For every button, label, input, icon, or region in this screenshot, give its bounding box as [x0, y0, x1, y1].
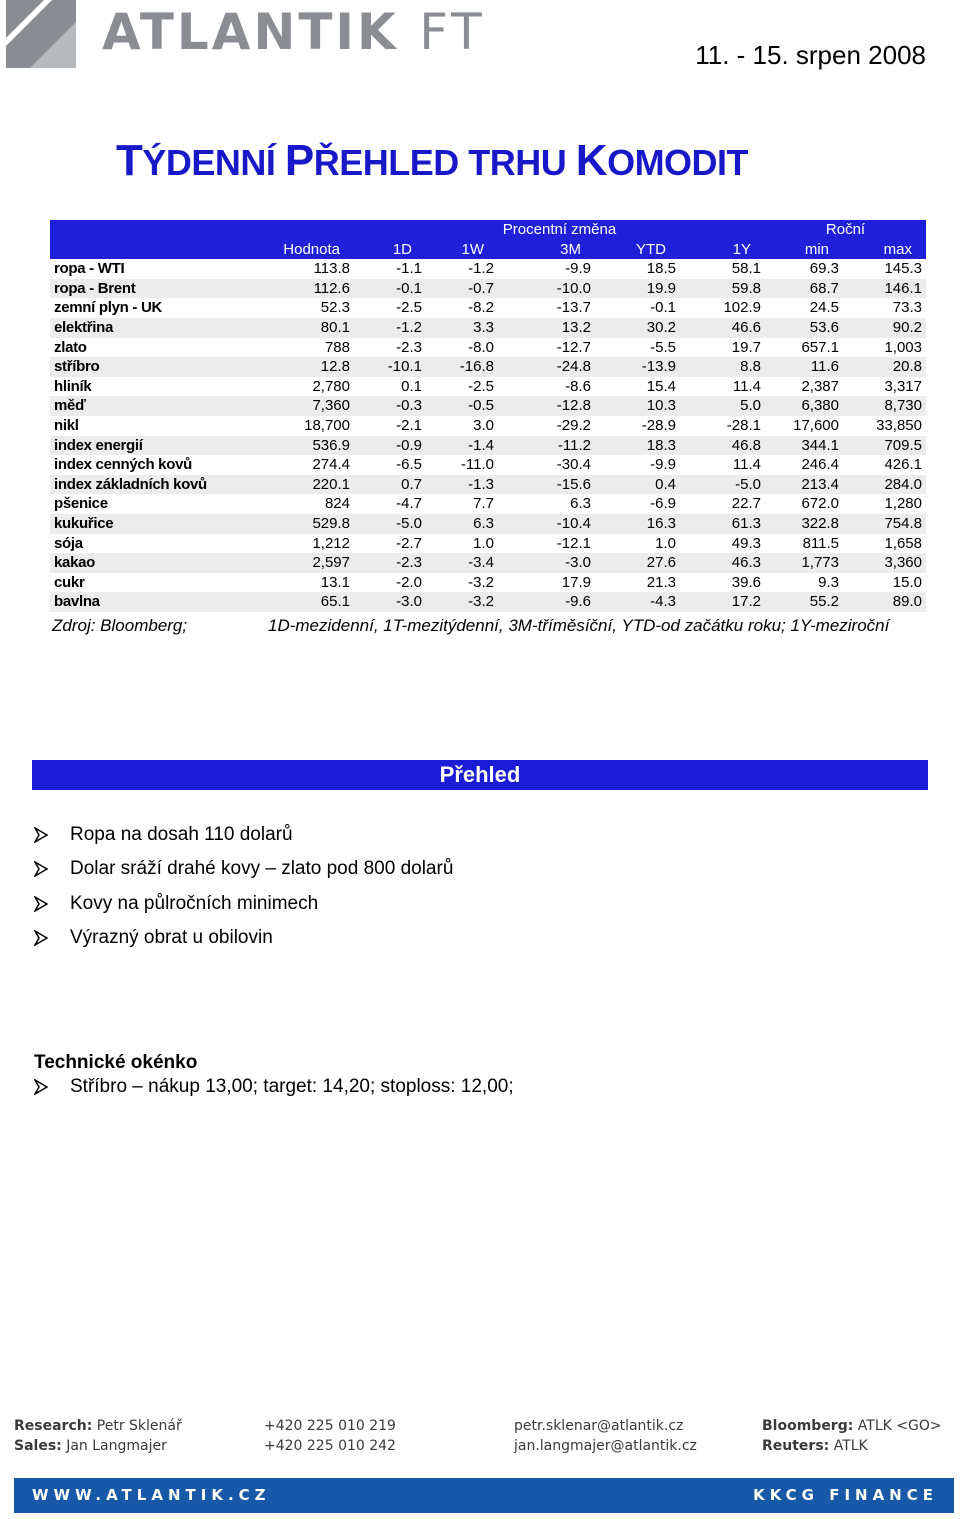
commodity-name: zemní plyn - UK: [54, 299, 163, 317]
arrow-bullet-icon: [34, 930, 48, 946]
commodity-name: bavlna: [50, 592, 207, 612]
cell-ytd: 0.4: [595, 475, 680, 495]
cell-1d: -2.3: [396, 338, 422, 356]
cell-min: 811.5: [802, 534, 839, 552]
cell-1w: -16.8: [426, 357, 498, 377]
cell-hodnota: 7,360: [207, 396, 354, 416]
cell-1w: 1.0: [473, 534, 494, 552]
commodity-name: index základních kovů: [50, 475, 207, 495]
cell-1d: -4.7: [396, 495, 422, 513]
cell-max: 145.3: [884, 260, 922, 278]
cell-1y: 8.8: [680, 357, 765, 377]
cell-1d: -6.5: [396, 456, 422, 474]
cell-3m: -8.6: [565, 377, 591, 395]
col-header-min: min: [765, 240, 843, 260]
cell-max: 73.3: [892, 299, 922, 317]
cell-hodnota: 113.8: [313, 260, 350, 278]
arrow-bullet-icon: [34, 861, 48, 877]
table-row: [50, 338, 926, 358]
cell-max: 426.1: [884, 456, 922, 474]
sales-email-link[interactable]: jan.langmajer@atlantik.cz: [514, 1438, 697, 1454]
commodity-name: nikl: [54, 416, 79, 434]
table-row: [50, 553, 926, 573]
table-row: [50, 592, 926, 612]
cell-3m: 13.2: [498, 318, 595, 338]
cell-ytd: 21.3: [646, 573, 676, 591]
cell-hodnota: 2,597: [207, 553, 354, 573]
cell-ytd: -13.9: [595, 357, 680, 377]
table-row: [50, 436, 926, 456]
cell-max: 1,658: [884, 534, 922, 552]
research-phone: +420 225 010 219: [264, 1418, 396, 1434]
table-header-row: [50, 240, 926, 260]
cell-1y: 102.9: [723, 299, 761, 317]
cell-1y: 39.6: [731, 573, 761, 591]
logo-wordmark: ATLANTIK FT: [102, 3, 486, 61]
cell-1w: -8.2: [468, 299, 494, 317]
col-header-hodnota: Hodnota: [207, 240, 354, 260]
cell-1d: 0.7: [354, 475, 426, 495]
cell-3m: -30.4: [556, 456, 591, 474]
cell-3m: -10.4: [498, 514, 595, 534]
cell-hodnota: 12.8: [207, 357, 354, 377]
cell-1w: -3.2: [468, 573, 494, 591]
research-email-link[interactable]: petr.sklenar@atlantik.cz: [514, 1418, 684, 1434]
cell-1y: 46.3: [680, 553, 765, 573]
cell-1y: 17.2: [680, 592, 765, 612]
arrow-bullet-icon: [34, 896, 48, 912]
cell-ytd: -28.9: [641, 416, 676, 434]
cell-1d: -1.1: [396, 260, 422, 278]
col-header-ytd: YTD: [595, 240, 680, 260]
cell-hodnota: 65.1: [207, 592, 354, 612]
cell-3m: -24.8: [498, 357, 595, 377]
cell-3m: 6.3: [570, 495, 591, 513]
page-title: TÝDENNÍ PŘEHLED TRHU KOMODIT: [116, 136, 749, 185]
cell-min: 9.3: [818, 573, 839, 591]
commodity-name: stříbro: [50, 357, 207, 377]
col-header-1d: 1D: [354, 240, 426, 260]
overview-header-bar: [32, 760, 928, 790]
cell-max: 1,280: [884, 495, 922, 513]
cell-1w: -1.4: [426, 436, 498, 456]
commodity-name: elektřina: [50, 318, 207, 338]
col-header-max: max: [843, 240, 926, 260]
table-row: [50, 514, 926, 534]
cell-3m: -15.6: [498, 475, 595, 495]
cell-1y: 61.3: [680, 514, 765, 534]
commodity-name: index cenných kovů: [54, 456, 192, 474]
cell-1d: -2.1: [396, 416, 422, 434]
cell-max: 146.1: [843, 279, 926, 299]
cell-max: 284.0: [843, 475, 926, 495]
cell-1y: 49.3: [731, 534, 761, 552]
cell-max: 754.8: [843, 514, 926, 534]
col-header-1w: 1W: [426, 240, 498, 260]
cell-min: 1,773: [765, 553, 843, 573]
cell-max: 8,730: [843, 396, 926, 416]
cell-1w: 7.7: [473, 495, 494, 513]
header-annual: Roční: [765, 220, 926, 240]
website-link[interactable]: WWW.ATLANTIK.CZ: [32, 1486, 271, 1504]
table-row: [50, 494, 926, 514]
cell-hodnota: 220.1: [207, 475, 354, 495]
cell-min: 11.6: [765, 357, 843, 377]
cell-3m: -12.1: [556, 534, 591, 552]
cell-1d: -0.1: [354, 279, 426, 299]
cell-1w: 6.3: [426, 514, 498, 534]
cell-max: 3,317: [884, 377, 922, 395]
cell-min: 68.7: [765, 279, 843, 299]
cell-min: 246.4: [801, 456, 839, 474]
table-row: [50, 298, 926, 318]
commodity-name: ropa - Brent: [50, 279, 207, 299]
commodity-name: hliník: [54, 377, 92, 395]
table-row: [50, 279, 926, 299]
bullet-text: Dolar sráží drahé kovy – zlato pod 800 dolarů: [70, 858, 454, 880]
cell-max: 90.2: [843, 318, 926, 338]
cell-hodnota: 536.9: [207, 436, 354, 456]
header-percent-change: Procentní změna: [354, 220, 765, 240]
cell-ytd: -9.9: [650, 456, 676, 474]
cell-hodnota: 13.1: [320, 573, 350, 591]
cell-min: 2,387: [801, 377, 839, 395]
commodity-name: index energií: [50, 436, 207, 456]
cell-1d: -2.7: [396, 534, 422, 552]
cell-1w: 3.0: [473, 416, 494, 434]
cell-3m: -3.0: [498, 553, 595, 573]
table-footnote: [52, 616, 928, 636]
footer-bar: [14, 1478, 954, 1513]
cell-1y: 11.4: [732, 456, 761, 474]
sales-contact: Sales: Jan Langmajer: [14, 1438, 167, 1454]
cell-max: 20.8: [843, 357, 926, 377]
brand-name: KKCG FINANCE: [753, 1486, 938, 1504]
commodity-name: měď: [50, 396, 207, 416]
commodity-name: zlato: [54, 338, 87, 356]
commodity-name: pšenice: [54, 495, 108, 513]
cell-1y: -28.1: [726, 416, 761, 434]
table-row: [50, 534, 926, 554]
cell-max: 3,360: [843, 553, 926, 573]
cell-1d: -2.0: [396, 573, 422, 591]
table-row: [50, 475, 926, 495]
col-header-1y: 1Y: [680, 240, 765, 260]
cell-3m: -9.9: [565, 260, 591, 278]
commodity-name: kukuřice: [50, 514, 207, 534]
cell-min: 322.8: [765, 514, 843, 534]
cell-3m: -9.6: [498, 592, 595, 612]
cell-3m: -11.2: [498, 436, 595, 456]
cell-ytd: 15.4: [646, 377, 676, 395]
bullet-text: Výrazný obrat u obilovin: [70, 926, 273, 948]
cell-3m: -10.0: [498, 279, 595, 299]
cell-max: 89.0: [843, 592, 926, 612]
cell-1w: -11.0: [460, 456, 494, 474]
cell-3m: -29.2: [556, 416, 591, 434]
cell-ytd: 10.3: [595, 396, 680, 416]
cell-ytd: 27.6: [595, 553, 680, 573]
table-row: [50, 455, 926, 475]
table-row: [50, 377, 926, 397]
sales-phone: +420 225 010 242: [264, 1438, 396, 1454]
cell-min: 6,380: [765, 396, 843, 416]
cell-ytd: -4.3: [595, 592, 680, 612]
cell-hodnota: 52.3: [320, 299, 350, 317]
cell-min: 213.4: [765, 475, 843, 495]
arrow-bullet-icon: [34, 827, 48, 843]
cell-1w: -1.2: [468, 260, 494, 278]
cell-ytd: -6.9: [650, 495, 676, 513]
cell-1y: -5.0: [680, 475, 765, 495]
table-row: [50, 573, 926, 593]
cell-min: 53.6: [765, 318, 843, 338]
cell-hodnota: 529.8: [207, 514, 354, 534]
table-row: [50, 318, 926, 338]
bullet-text: Ropa na dosah 110 dolarů: [70, 824, 293, 845]
cell-1w: -3.2: [426, 592, 498, 612]
table-row: [50, 357, 926, 377]
cell-1w: -3.4: [426, 553, 498, 573]
cell-3m: 17.9: [561, 573, 591, 591]
commodity-name: ropa - WTI: [54, 260, 125, 278]
overview-title: Přehled: [439, 762, 521, 787]
bullet-text: Kovy na půlročních minimech: [70, 892, 319, 914]
atlantik-logo-icon: [6, 0, 76, 68]
cell-1w: 3.3: [426, 318, 498, 338]
cell-min: 657.1: [801, 338, 839, 356]
cell-1w: -0.5: [426, 396, 498, 416]
cell-1d: -1.2: [354, 318, 426, 338]
commodity-table: [50, 220, 926, 612]
cell-min: 69.3: [809, 260, 839, 278]
cell-3m: -12.7: [556, 338, 591, 356]
research-contact: Research: Petr Sklenář: [14, 1418, 182, 1434]
cell-1y: 22.7: [731, 495, 761, 513]
cell-ytd: 18.3: [595, 436, 680, 456]
cell-1y: 11.4: [732, 377, 761, 395]
cell-hodnota: 824: [324, 495, 350, 513]
cell-1d: -0.9: [354, 436, 426, 456]
cell-1y: 46.8: [680, 436, 765, 456]
table-header-group-row: [50, 220, 926, 240]
cell-max: 33,850: [876, 416, 922, 434]
cell-min: 344.1: [765, 436, 843, 456]
cell-min: 55.2: [765, 592, 843, 612]
table-row: [50, 416, 926, 436]
abbreviation-note: 1D-mezidenní, 1T-mezitýdenní, 3M-tříměsíční, YTD-od začátku roku; 1Y-meziroční: [268, 616, 890, 635]
cell-ytd: 30.2: [595, 318, 680, 338]
table-row: [50, 396, 926, 416]
bullet-text: Stříbro – nákup 13,00; target: 14,20; stoploss: 12,00;: [70, 1076, 514, 1097]
commodity-name: cukr: [54, 573, 85, 591]
cell-min: 17,600: [793, 416, 839, 434]
cell-1d: -0.3: [354, 396, 426, 416]
cell-1d: 0.1: [401, 377, 422, 395]
cell-hodnota: 112.6: [207, 279, 354, 299]
cell-ytd: 18.5: [646, 260, 676, 278]
cell-hodnota: 18,700: [304, 416, 350, 434]
table-row: [50, 259, 926, 279]
cell-ytd: -0.1: [650, 299, 676, 317]
cell-min: 672.0: [801, 495, 839, 513]
cell-1y: 46.6: [680, 318, 765, 338]
cell-hodnota: 788: [324, 338, 350, 356]
report-date: 11. - 15. srpen 2008: [695, 40, 926, 70]
bloomberg-ticker: Bloomberg: ATLK <GO>: [762, 1418, 942, 1434]
cell-1d: -3.0: [354, 592, 426, 612]
source-label: Zdroj: Bloomberg;: [52, 616, 188, 635]
cell-hodnota: 1,212: [312, 534, 350, 552]
commodity-name: sója: [54, 534, 83, 552]
col-header-3m: 3M: [498, 240, 595, 260]
cell-min: 24.5: [809, 299, 839, 317]
cell-3m: -12.8: [498, 396, 595, 416]
cell-max: 709.5: [843, 436, 926, 456]
cell-1d: -10.1: [354, 357, 426, 377]
cell-ytd: 19.9: [595, 279, 680, 299]
cell-hodnota: 80.1: [207, 318, 354, 338]
cell-1y: 5.0: [680, 396, 765, 416]
cell-1y: 58.1: [731, 260, 761, 278]
cell-hodnota: 2,780: [312, 377, 350, 395]
cell-1w: -1.3: [426, 475, 498, 495]
cell-1d: -5.0: [354, 514, 426, 534]
cell-1w: -0.7: [426, 279, 498, 299]
cell-1y: 59.8: [680, 279, 765, 299]
cell-1y: 19.7: [731, 338, 761, 356]
cell-ytd: -5.5: [650, 338, 676, 356]
cell-1d: -2.3: [354, 553, 426, 573]
cell-ytd: 16.3: [595, 514, 680, 534]
cell-ytd: 1.0: [655, 534, 676, 552]
commodity-name: kakao: [50, 553, 207, 573]
cell-max: 1,003: [884, 338, 922, 356]
cell-1w: -2.5: [468, 377, 494, 395]
cell-max: 15.0: [892, 573, 922, 591]
technical-title: Technické okénko: [34, 1052, 198, 1073]
cell-1d: -2.5: [396, 299, 422, 317]
arrow-bullet-icon: [34, 1079, 48, 1095]
cell-hodnota: 274.4: [312, 456, 350, 474]
reuters-ticker: Reuters: ATLK: [762, 1438, 868, 1454]
cell-1w: -8.0: [468, 338, 494, 356]
cell-3m: -13.7: [556, 299, 591, 317]
